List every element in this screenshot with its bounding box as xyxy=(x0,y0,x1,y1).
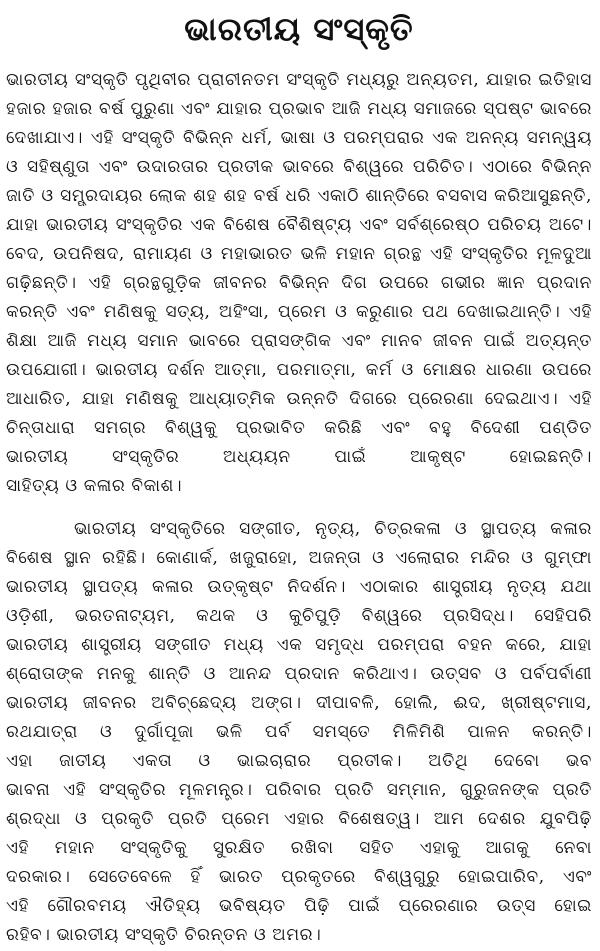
text-line: ଏହି ମହାନ ସଂସ୍କୃତିକୁ ସୁରକ୍ଷିତ ରଖିବା ସହିତ ଏହାକୁ ଆଗକୁ ନେବା xyxy=(6,838,592,858)
text-line: ଜାତି ଓ ସମ୍ପ୍ରଦାୟର ଲୋକ ଶହ ଶହ ବର୍ଷ ଧରି ଏକାଠି ଶାନ୍ତିରେ ବସବାସ କରିଆସୁଛନ୍ତି, xyxy=(6,186,592,206)
text-line: ଭାରତୀୟ ସ୍ଥାପତ୍ୟ କଳାର ଉତ୍କୃଷ୍ଟ ନିଦର୍ଶନ। ଏଠାକାର ଶାସ୍ତ୍ରୀୟ ନୃତ୍ୟ ଯଥା xyxy=(6,577,592,597)
text-line: ଭାରତୀୟ ଜୀବନର ଅବିଚ୍ଛେଦ୍ୟ ଅଙ୍ଗ। ଦୀପାବଳି, ହୋଲି, ଈଦ, ଖ୍ରୀଷ୍ଟମାସ, xyxy=(6,693,592,713)
text-line: ଗଢ଼ିଛନ୍ତି। ଏହି ଗ୍ରନ୍ଥଗୁଡ଼ିକ ଜୀବନର ବିଭିନ୍ନ ଦିଗ ଉପରେ ଗଭୀର ଜ୍ଞାନ ପ୍ରଦାନ xyxy=(6,273,592,293)
paragraph-gap xyxy=(6,501,592,515)
text-line: ଦେଖାଯାଏ। ଏହି ସଂସ୍କୃତି ବିଭିନ୍ନ ଧର୍ମ, ଭାଷା ଓ ପରମ୍ପରାର ଏକ ଅନନ୍ୟ ସମନ୍ୱୟ xyxy=(6,128,592,148)
text-line: ଓଡ଼ିଶୀ, ଭରତନାଟ୍ୟମ, କଥକ ଓ କୁଚିପୁଡ଼ି ବିଶ୍ୱରେ ପ୍ରସିଦ୍ଧ। ସେହିପରି xyxy=(6,606,592,626)
text-line: ଆଧାରିତ, ଯାହା ମଣିଷକୁ ଆଧ୍ୟାତ୍ମିକ ଉନ୍ନତି ଦିଗରେ ପ୍ରେରଣା ଦେଇଥାଏ। ଏହି xyxy=(6,389,592,409)
text-line: ହଜାର ହଜାର ବର୍ଷ ପୁରୁଣା ଏବଂ ଯାହାର ପ୍ରଭାବ ଆଜି ମଧ୍ୟ ସମାଜରେ ସ୍ପଷ୍ଟ ଭାବରେ xyxy=(6,99,592,119)
text-line: ରହିବ। ଭାରତୀୟ ସଂସ୍କୃତି ଚିରନ୍ତନ ଓ ଅମର। xyxy=(6,925,322,945)
text-line: ଓ ସହିଷ୍ଣୁତା ଏବଂ ଉଦାରତାର ପ୍ରତୀକ ଭାବରେ ବିଶ୍ୱରେ ପରିଚିତ। ଏଠାରେ ବିଭିନ୍ନ xyxy=(6,157,592,177)
text-line: ସାହିତ୍ୟ ଓ କଳାର ବିକାଶ। xyxy=(6,476,183,496)
text-line: ରଥଯାତ୍ରା ଓ ଦୁର୍ଗାପୂଜା ଭଳି ପର୍ବ ସମସ୍ତେ ମିଳିମିଶି ପାଳନ କରନ୍ତି। xyxy=(6,722,592,742)
text-line: ଶିକ୍ଷା ଆଜି ମଧ୍ୟ ସମାନ ଭାବରେ ପ୍ରାସଙ୍ଗିକ ଏବଂ ମାନବ ଜୀବନ ପାଇଁ ଅତ୍ୟନ୍ତ xyxy=(6,331,592,351)
text-line: ଭାରତୀୟ ସଂସ୍କୃତି ପୃଥିବୀର ପ୍ରାଚୀନତମ ସଂସ୍କୃତି ମଧ୍ୟରୁ ଅନ୍ୟତମ, ଯାହାର ଇତିହାସ xyxy=(6,70,592,90)
text-line: ବିଶେଷ ସ୍ଥାନ ରହିଛି। କୋଣାର୍କ, ଖଜୁରାହୋ, ଅଜନ୍ତା ଓ ଏଲୋରାର ମନ୍ଦିର ଓ ଗୁମ୍ଫା xyxy=(6,548,592,568)
text-line: ଉପଯୋଗୀ। ଭାରତୀୟ ଦର୍ଶନ ଆତ୍ମା, ପରମାତ୍ମା, କର୍ମ ଓ ମୋକ୍ଷର ଧାରଣା ଉପରେ xyxy=(6,360,592,380)
text-line: ଏହି ଗୌରବମୟ ଐତିହ୍ୟ ଭବିଷ୍ୟତ ପିଢ଼ି ପାଇଁ ପ୍ରେରଣାର ଉତ୍ସ ହୋଇ xyxy=(6,896,592,916)
text-line: ଦରକାର। ସେତେବେଳେ ହିଁ ଭାରତ ପ୍ରକୃତରେ ବିଶ୍ୱଗୁରୁ ହୋଇପାରିବ, ଏବଂ xyxy=(6,867,592,887)
text-line: ଚିନ୍ତାଧାରା ସମଗ୍ର ବିଶ୍ୱକୁ ପ୍ରଭାବିତ କରିଛି ଏବଂ ବହୁ ବିଦେଶୀ ପଣ୍ଡିତ xyxy=(6,418,592,438)
text-line: ଭାରତୀୟ ଶାସ୍ତ୍ରୀୟ ସଙ୍ଗୀତ ମଧ୍ୟ ଏକ ସମୃଦ୍ଧ ପରମ୍ପରା ବହନ କରେ, ଯାହା xyxy=(6,635,592,655)
text-line: ଭାରତୀୟ ସଂସ୍କୃତିରେ ସଙ୍ଗୀତ, ନୃତ୍ୟ, ଚିତ୍ରକଳା ଓ ସ୍ଥାପତ୍ୟ କଳାର xyxy=(74,519,592,539)
text-line: ଏହା ଜାତୀୟ ଏକତା ଓ ଭାଇଚାରାର ପ୍ରତୀକ। ଅତିଥି ଦେବୋ ଭବ xyxy=(6,751,592,771)
text-line: ବେଦ, ଉପନିଷଦ, ରାମାୟଣ ଓ ମହାଭାରତ ଭଳି ମହାନ ଗ୍ରନ୍ଥ ଏହି ସଂସ୍କୃତିର ମୂଳଦୁଆ xyxy=(6,244,592,264)
text-line: ଭାରତୀୟ ସଂସ୍କୃତିର ଅଧ୍ୟୟନ ପାଇଁ ଆକୃଷ୍ଟ ହୋଇଛନ୍ତି। xyxy=(6,447,592,467)
text-line: ଶ୍ରଦ୍ଧା ଓ ପ୍ରକୃତି ପ୍ରତି ପ୍ରେମ ଏହାର ବିଶେଷତ୍ୱ। ଆମ ଦେଶର ଯୁବପିଢ଼ି xyxy=(6,809,592,829)
text-line: କରନ୍ତି ଏବଂ ମଣିଷକୁ ସତ୍ୟ, ଅହିଂସା, ପ୍ରେମ ଓ କରୁଣାର ପଥ ଦେଖାଇଥାନ୍ତି। ଏହି xyxy=(6,302,592,322)
text-line: ଯାହା ଭାରତୀୟ ସଂସ୍କୃତିର ଏକ ବିଶେଷ ବୈଶିଷ୍ଟ୍ୟ ଏବଂ ସର୍ବଶ୍ରେଷ୍ଠ ପରିଚୟ ଅଟେ। xyxy=(6,215,592,235)
page-title: ଭାରତୀୟ ସଂସ୍କୃତି xyxy=(184,10,414,48)
text-line: ଭାବନା ଏହି ସଂସ୍କୃତିର ମୂଳମନ୍ତ୍ର। ପରିବାର ପ୍ରତି ସମ୍ମାନ, ଗୁରୁଜନଙ୍କ ପ୍ରତି xyxy=(6,780,592,800)
paragraph-2 xyxy=(6,515,592,950)
text-line: ଶ୍ରୋତାଙ୍କ ମନକୁ ଶାନ୍ତି ଓ ଆନନ୍ଦ ପ୍ରଦାନ କରିଥାଏ। ଉତ୍ସବ ଓ ପର୍ବପର୍ବାଣୀ xyxy=(6,664,592,684)
paragraph-1 xyxy=(6,66,592,501)
